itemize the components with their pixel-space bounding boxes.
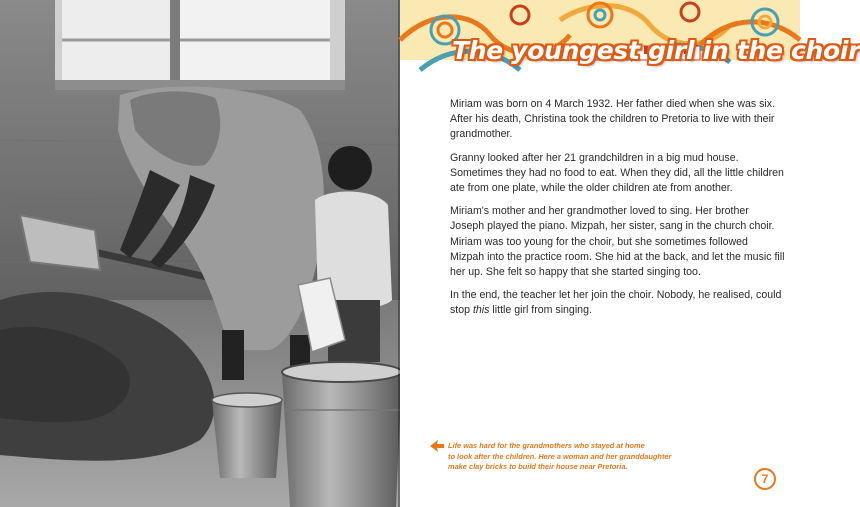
body-text	[450, 97, 785, 327]
paragraph-4-end: little girl from singing.	[489, 304, 592, 317]
photo-caption	[448, 441, 708, 473]
page-title: The youngest girl in the choir	[452, 36, 860, 65]
photo	[0, 0, 400, 507]
text-page	[400, 0, 860, 507]
page-number: 7	[754, 468, 776, 490]
paragraph-3: Miriam's mother and her grandmother loved to sing. Her brother Joseph played the piano. Mizpah, her sister, sang in the church choir. Miriam was too young for the choir, but she sometimes followed Mizpah into the practice room. She hid at the back, and let the music fill her up. She felt so happy that she started singing too.	[450, 205, 785, 279]
caption-line-2: to look after the children. Here a woman and her granddaughter	[448, 451, 672, 461]
paragraph-2: Granny looked after her 21 grandchildren in a big mud house. Sometimes they had no food to eat. When they did, all the little children ate from one plate, while the older children ate from another.	[450, 151, 784, 195]
paragraph-4	[450, 288, 785, 318]
caption-line-3: make clay bricks to build their house near Pretoria.	[448, 462, 628, 471]
paragraph-4-start: In the end, the teacher let her join the choir. Nobody, he realised, could stop	[450, 289, 782, 317]
caption-arrow-icon	[430, 440, 444, 452]
caption-line-1: Life was hard for the grandmothers who stayed at home	[448, 441, 645, 450]
paragraph-1: Miriam was born on 4 March 1932. Her father died when she was six. After his death, Christina took the children to Pretoria to live with their grandmother.	[450, 98, 776, 141]
paragraph-4-emphasis: this	[472, 304, 490, 317]
photo-illustration	[0, 0, 400, 507]
